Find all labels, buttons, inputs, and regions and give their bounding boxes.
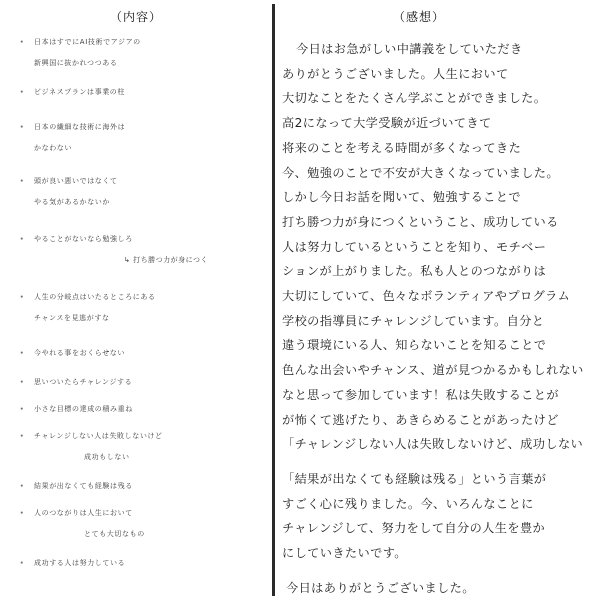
- note-line: かなわない: [34, 144, 72, 152]
- note-bullet: [14, 553, 269, 574]
- note-line: ・ ビジネスプランは事業の柱: [34, 88, 125, 96]
- note-bullet: [14, 426, 269, 468]
- note-bullet: [14, 399, 269, 420]
- note-line: ・ 今やれる事をおくらせない: [34, 349, 125, 357]
- paragraph-gap: [282, 567, 592, 577]
- note-line: ・ 日本の繊細な技術に海外は: [34, 123, 126, 131]
- impression-line: 高2になって大学受験が近づいてきて: [282, 116, 492, 131]
- note-line: ・ 成功する人は努力している: [34, 559, 126, 567]
- note-bullet: [14, 372, 269, 393]
- note-line: とても大切なもの: [84, 530, 145, 538]
- note-line: やる気があるかないか: [34, 198, 110, 206]
- impression-line: 「チャレンジしない人は失敗しないけど、成功しない: [282, 437, 584, 452]
- note-line: ・ 思いついたらチャレンジする: [34, 378, 133, 386]
- impression-line: 学校の指導員にチャレンジしています。自分と: [282, 313, 545, 328]
- content-notes-column: [14, 32, 269, 580]
- note-line: ・ 人生の分岐点はいたるところにある: [34, 293, 156, 301]
- note-line: 新興国に抜かれつつある: [34, 59, 118, 67]
- impression-line: 「結果が出なくても経験は残る」という言葉が: [282, 471, 547, 486]
- impression-line: 今日はありがとうございました。: [286, 580, 475, 595]
- impression-line: 今、勉強のことで不安が大きくなっていました。: [282, 165, 559, 180]
- note-sub-line: ↳ 打ち勝つ力が身につく: [124, 256, 208, 264]
- impression-line: 今日はお急がしい中講義をしていただき: [296, 42, 523, 56]
- impression-column: [282, 38, 592, 601]
- note-line: ・ 結果が出なくても経験は残る: [34, 482, 133, 490]
- note-bullet: [14, 287, 269, 329]
- impression-line: 打ち勝つ力が身につくということ、成功している: [282, 214, 559, 229]
- impression-line: 将来のことを考える時間が多くなってきた: [282, 140, 522, 155]
- note-bullet: [14, 229, 269, 271]
- impression-line: 大切にしていて、色々なボランティアやプログラム: [282, 289, 571, 304]
- impression-line: しかし今日お話を聞いて、勉強することで: [282, 190, 521, 205]
- impression-line: なと思って参加しています！私は失敗することが: [282, 387, 559, 402]
- impression-line: チャレンジして、努力をして自分の人生を豊か: [282, 521, 546, 536]
- note-bullet: [14, 82, 269, 103]
- impression-line: 大切なことをたくさん学ぶことができました。: [282, 91, 547, 106]
- impression-line: 違う環境にいる人、知らないことを知ることで: [282, 338, 547, 353]
- impression-heading: （感想）: [393, 10, 446, 24]
- note-line: チャンスを見逃がすな: [34, 314, 110, 322]
- impression-line: ありがとうございました。人生において: [282, 66, 509, 81]
- paragraph-gap: [282, 458, 592, 468]
- impression-line: にしていきたいです。: [282, 546, 407, 561]
- impression-line: 色んな出会いやチャンス、道が見つかるかもしれない: [282, 363, 584, 378]
- note-bullet: [14, 503, 269, 545]
- impression-line: ションが上がりました。私も人とのつながりは: [282, 264, 547, 279]
- note-line: ・ チャレンジしない人は失敗しないけど: [34, 432, 163, 440]
- impression-line: すごく心に残りました。今、いろんなことに: [282, 496, 534, 511]
- note-bullet: [14, 32, 269, 74]
- impression-line: が怖くて逃げたり、あきらめることがあったけど: [282, 412, 559, 427]
- note-bullet: [14, 171, 269, 213]
- note-line: 成功もしない: [84, 453, 130, 461]
- note-line: ・ 小さな目標の達成の積み重ね: [34, 405, 133, 413]
- note-line: ・ やることがないなら勉強しろ: [34, 235, 133, 243]
- note-bullet: [14, 117, 269, 159]
- content-heading: （内容）: [110, 10, 163, 24]
- column-divider: [272, 4, 275, 596]
- note-bullet: [14, 476, 269, 497]
- note-bullet: [14, 343, 269, 364]
- note-line: ・ 人のつながりは人生において: [34, 509, 133, 517]
- note-line: ・ 日本はすでにAI技術でアジアの: [34, 38, 141, 46]
- note-line: ・ 頭が良い悪いではなくて: [34, 177, 118, 185]
- impression-line: 人は努力しているということを知り、モチベー: [282, 239, 547, 254]
